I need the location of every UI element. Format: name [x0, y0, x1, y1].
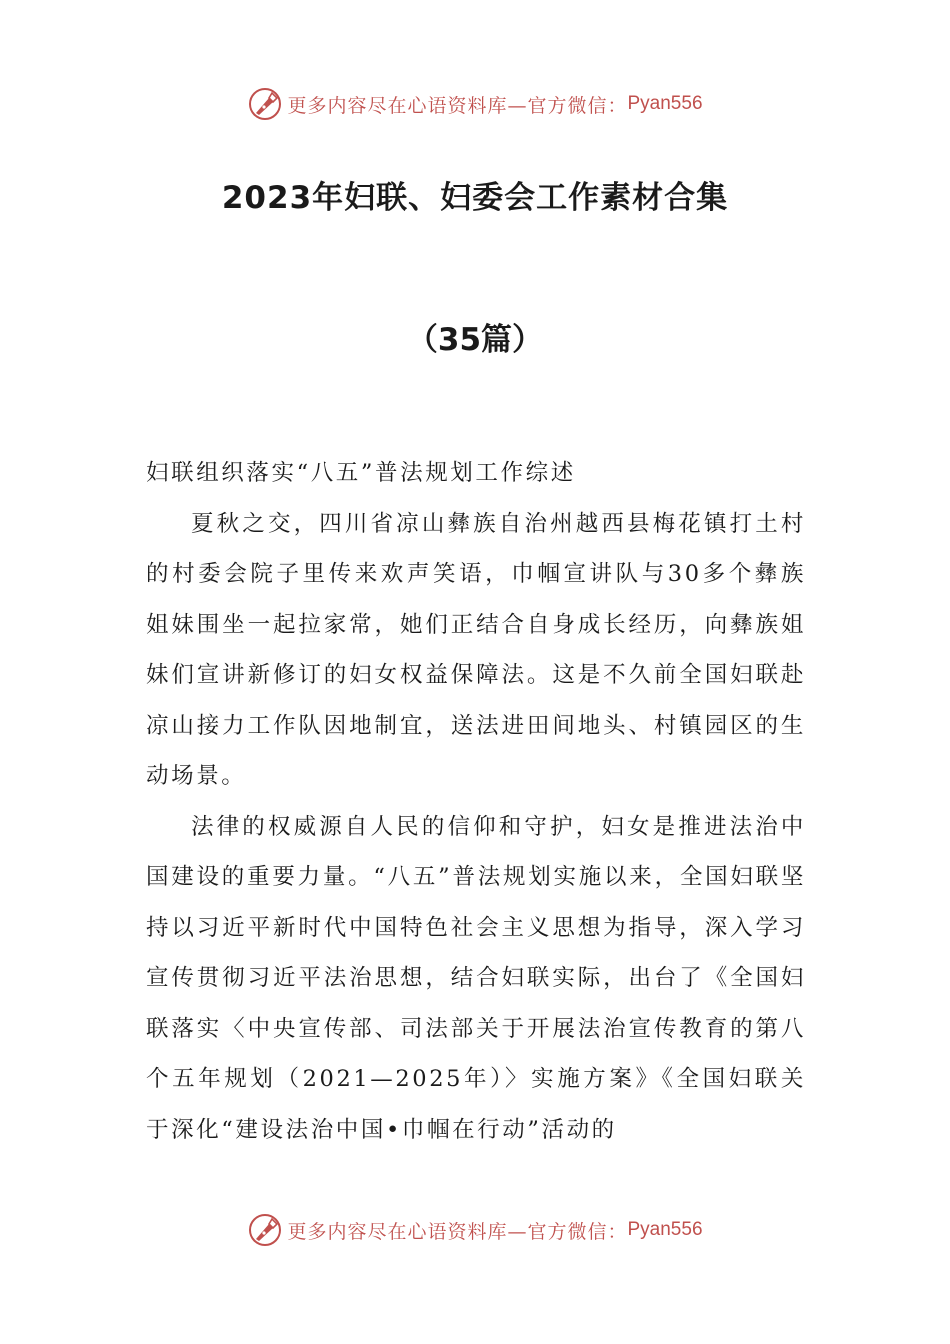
banner-contact: Pyan556 [627, 1219, 703, 1240]
banner-text: 更多内容尽在心语资料库—官方微信： [287, 1220, 628, 1243]
article-paragraph: 夏秋之交，四川省凉山彝族自治州越西县梅花镇打土村的村委会院子里传来欢声笑语，巾帼宣讲队与30多个彝族姐妹围坐一起拉家常，她们正结合自身成长经历，向彝族姐妹们宣讲新修订的妇女权益保障法。这是不久前全国妇联赴凉山接力工作队因地制宜，送法进田间地头、村镇园区的生动场景。 [146, 510, 806, 789]
banner-contact: Pyan556 [627, 93, 703, 114]
banner-text: 更多内容尽在心语资料库—官方微信： [287, 94, 628, 117]
pen-nib-logo-icon [247, 86, 283, 122]
article-heading: 妇联组织落实“八五”普法规划工作综述 [146, 460, 576, 486]
pen-nib-logo-icon [247, 1212, 283, 1248]
document-title: 2023年妇联、妇委会工作素材合集 [221, 180, 729, 216]
footer-banner [0, 1210, 950, 1250]
article-paragraph: 法律的权威源自人民的信仰和守护，妇女是推进法治中国建设的重要力量。“八五”普法规划实施以来，全国妇联坚持以习近平新时代中国特色社会主义思想为指导，深入学习宣传贯彻习近平法治思想，结合妇联实际，出台了《全国妇联落实〈中央宣传部、司法部关于开展法治宣传教育的第八个五年规划（2021—2025年）〉实施方案》《全国妇联关于深化“建设法治中国•巾帼在行动”活动的 [146, 813, 806, 1143]
header-banner [0, 84, 950, 124]
article-body [146, 448, 806, 1155]
document-subtitle: （35篇） [406, 322, 544, 358]
